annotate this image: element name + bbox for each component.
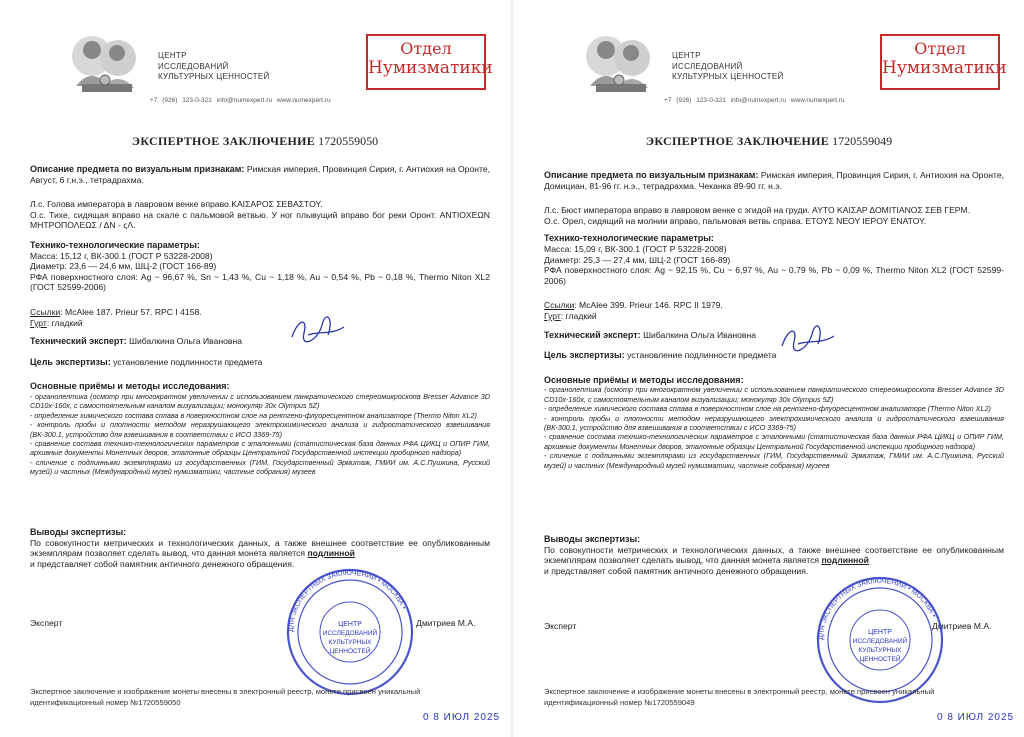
svg-text:ДЛЯ ЭКСПЕРТНЫХ ЗАКЛЮЧЕНИЙ • МО: ДЛЯ ЭКСПЕРТНЫХ ЗАКЛЮЧЕНИЙ • МОСКВА • [287, 569, 408, 633]
signer-name: Дмитриев М.А. [416, 618, 476, 628]
registry-footer: Экспертное заключение и изображение монеты внесены в электронный реестр, монете присвоен уникальный идентификационный номер №1720559050 [30, 687, 421, 707]
certificate-body: Описание предмета по визуальным признакам: Римская империя, Провинция Сирия, г. Антиохия на Оронте, Домициан, 81-96 гг. н.э., тетрадрахма. Чеканка 89-90 гг. н.э. Л.с. Бюст императора вправо в лавровом венке с эгидой на груди. ΑΥΤΟ ΚΑΙΣΑΡ ΔΟΜΙΤΙΑΝΟΣ ΣΕΒ ΓΕΡΜ. О.с. Орел, сидящий на молнии вправо, пальмовая ветвь справа. ΕΤΟΥΣ ΝΕΟΥ ΙΕΡΟΥ ΕΝΑΤΟΥ. Технико-технологические параметры: Масса: 15,09 г, ВК-300.1 (ГОСТ Р 53228-2008) Диаметр: 25,3 — 27,4 мм, ШЦ-2 (ГОСТ 166-89) РФА поверхностного слоя: Ag ~ 92,15 %, Cu ~ 6,97 %, Au ~ 0,79 %, Pb ~ 0,09 %, Thermo Niton XL2 (ГОСТ 52599-2006) Ссылки: McAlee 399. Prieur 146. RPC II 1979. Гурт: гладкий Технический эксперт: Шибалкина Ольга Ивановна Цель экспертизы: установление подлинности предмета Основные приёмы и методы исследования: - органолептика (осмотр при многократном увеличении с использованием панкратического стереомикроскопа Bresser Advance 3D CD10x-160x, с самостоятельным каналом визуализации; монокуляр 30x Olympus 5Z) - определение химического состава сплава в поверхностном слое на рентгено-флуоресцентном анализаторе (Thermo Niton XL2) - контроль пробы и плотности методом неразрушающего электрохимического анализа и гидростатического взвешивания (ВК-300.1, устройство для взвешивания в соответствии с ИСО 3369-75) - сравнение состава технико-технологических параметров с эталонными (статистическая база данных РФА ЦИКЦ и ОПИР ГИМ, архивные документы Монетных дворов, эталонные образцы Центральной Государственной инспекции пробирного надзора) - сличение с подлинными экземплярами из государственных (ГИМ, Государственный Эрмитаж, ГМИИ им. А.С.Пушкина, Русский музей) и частных (Международный музей нумизматики, частные собрания) музеев [544, 170, 1004, 470]
svg-text:ИССЛЕДОВАНИЙ: ИССЛЕДОВАНИЙ [852, 638, 908, 645]
certificate-number: 1720559050 [318, 134, 379, 148]
signer-name: Дмитриев М.А. [932, 621, 992, 631]
numismatics-department-stamp: Отдел Нумизматики [366, 34, 486, 90]
contacts-line: +7 (926) 123-0-321 info@numexpert.ru www.numexpert.ru [150, 97, 331, 104]
date-stamp: 0 8 ИЮЛ 2025 [937, 712, 1015, 723]
org-name: ЦЕНТР ИССЛЕДОВАНИЙ КУЛЬТУРНЫХ ЦЕННОСТЕЙ [158, 51, 270, 81]
numismatics-department-stamp: Отдел Нумизматики [880, 34, 1000, 90]
svg-text:ЦЕННОСТЕЙ: ЦЕННОСТЕЙ [859, 656, 901, 663]
certificate-body: Описание предмета по визуальным признакам: Римская империя, Провинция Сирия, г. Антиохия на Оронте, Август, 6 г.н.э., тетрадрахма. Л.с. Голова императора в лавровом венке вправо.ΚΑΙΣΑΡΟΣ ΣΕΒΑΣΤΟΥ. О.с. Тихе, сидящая вправо на скале с пальмовой ветвью. У ног плывущий вправо бог реки Оронт. ΑΝΤΙΟΧΕΩΝ ΜΗΤΡΟΠΟΛΕΩΣ / ΔΝ - ςΛ. Технико-технологические параметры: Масса: 15,12 г, ВК-300.1 (ГОСТ Р 53228-2008) Диаметр: 23,6 — 24,6 мм, ШЦ-2 (ГОСТ 166-89) РФА поверхностного слоя: Ag ~ 96,67 %, Sn ~ 1,43 %, Cu ~ 1,18 %, Au ~ 0,54 %, Pb ~ 0,18 %, Thermo Niton XL2 (ГОСТ 52599-2006) Ссылки: McAlee 187. Prieur 57. RPC I 4158. Гурт: гладкий Технический эксперт: Шибалкина Ольга Ивановна Цель экспертизы: установление подлинности предмета Основные приёмы и методы исследования: - органолептика (осмотр при многократном увеличении с использованием панкратического стереомикроскопа Bresser Advance 3D CD10x-160x, с самостоятельным каналом визуализации; монокуляр 30x Olympus 5Z) - определение химического состава сплава в поверхностном слое на рентгено-флуоресцентном анализаторе (Thermo Niton XL2) - контроль пробы и плотности методом неразрушающего электрохимического анализа и гидростатического взвешивания (ВК-300.1, устройство для взвешивания в соответствии с ИСО 3369-75) - сравнение состава технико-технологических параметров с эталонными (статистическая база данных РФА ЦИКЦ и ОПИР ГИМ, архивные документы Монетных дворов, эталонные образцы Центральной Государственной инспекции пробирного надзора) - сличение с подлинными экземплярами из государственных (ГИМ, Государственный Эрмитаж, ГМИИ им. А.С.Пушкина, Русский музей) и частных (Международный музей нумизматики, частные собрания) музеев [30, 164, 490, 477]
svg-text:КУЛЬТУРНЫХ: КУЛЬТУРНЫХ [858, 647, 902, 654]
expert-signature-icon [288, 313, 346, 347]
certificate-number: 1720559049 [832, 134, 893, 148]
org-name: ЦЕНТР ИССЛЕДОВАНИЙ КУЛЬТУРНЫХ ЦЕННОСТЕЙ [672, 51, 784, 81]
expert-label: Эксперт [544, 621, 577, 631]
expert-label: Эксперт [30, 618, 63, 628]
contacts-line: +7 (926) 123-0-321 info@numexpert.ru www.numexpert.ru [664, 97, 845, 104]
date-stamp: 0 8 ИЮЛ 2025 [423, 712, 501, 723]
svg-text:ДЛЯ ЭКСПЕРТНЫХ ЗАКЛЮЧЕНИЙ • МО: ДЛЯ ЭКСПЕРТНЫХ ЗАКЛЮЧЕНИЙ • МОСКВА • [817, 577, 938, 641]
scholars-logo-icon [576, 26, 662, 106]
conclusions-block: Выводы экспертизы: По совокупности метрических и технологических данных, а также внешнее соответствие ее опубликованным экземплярам позволяет сделать вывод, что данная монета является подлинной и представляет собой памятник античного денежного обращения. [544, 534, 1004, 576]
expert-signature-icon [778, 322, 836, 356]
svg-text:ЦЕНТР: ЦЕНТР [868, 629, 892, 636]
certificate-page-right [514, 0, 1024, 737]
conclusions-block: Выводы экспертизы: По совокупности метрических и технологических данных, а также внешнее соответствие ее опубликованным экземплярам позволяет сделать вывод, что данная монета является подлинной и представляет собой памятник античного денежного обращения. [30, 527, 490, 569]
svg-text:ИССЛЕДОВАНИЙ: ИССЛЕДОВАНИЙ [322, 630, 378, 637]
svg-text:ЦЕНТР: ЦЕНТР [338, 621, 362, 628]
certificate-title: ЭКСПЕРТНОЕ ЗАКЛЮЧЕНИЕ 1720559050 [131, 134, 379, 148]
registry-footer: Экспертное заключение и изображение монеты внесены в электронный реестр, монете присвоен уникальный идентификационный номер №1720559049 [544, 687, 935, 707]
organization-seal-icon [284, 566, 416, 698]
certificate-page-left [0, 0, 510, 737]
certificate-title: ЭКСПЕРТНОЕ ЗАКЛЮЧЕНИЕ 1720559049 [645, 134, 893, 148]
scholars-logo-icon [62, 26, 148, 106]
svg-text:ЦЕННОСТЕЙ: ЦЕННОСТЕЙ [329, 648, 371, 655]
svg-text:КУЛЬТУРНЫХ: КУЛЬТУРНЫХ [328, 639, 372, 646]
